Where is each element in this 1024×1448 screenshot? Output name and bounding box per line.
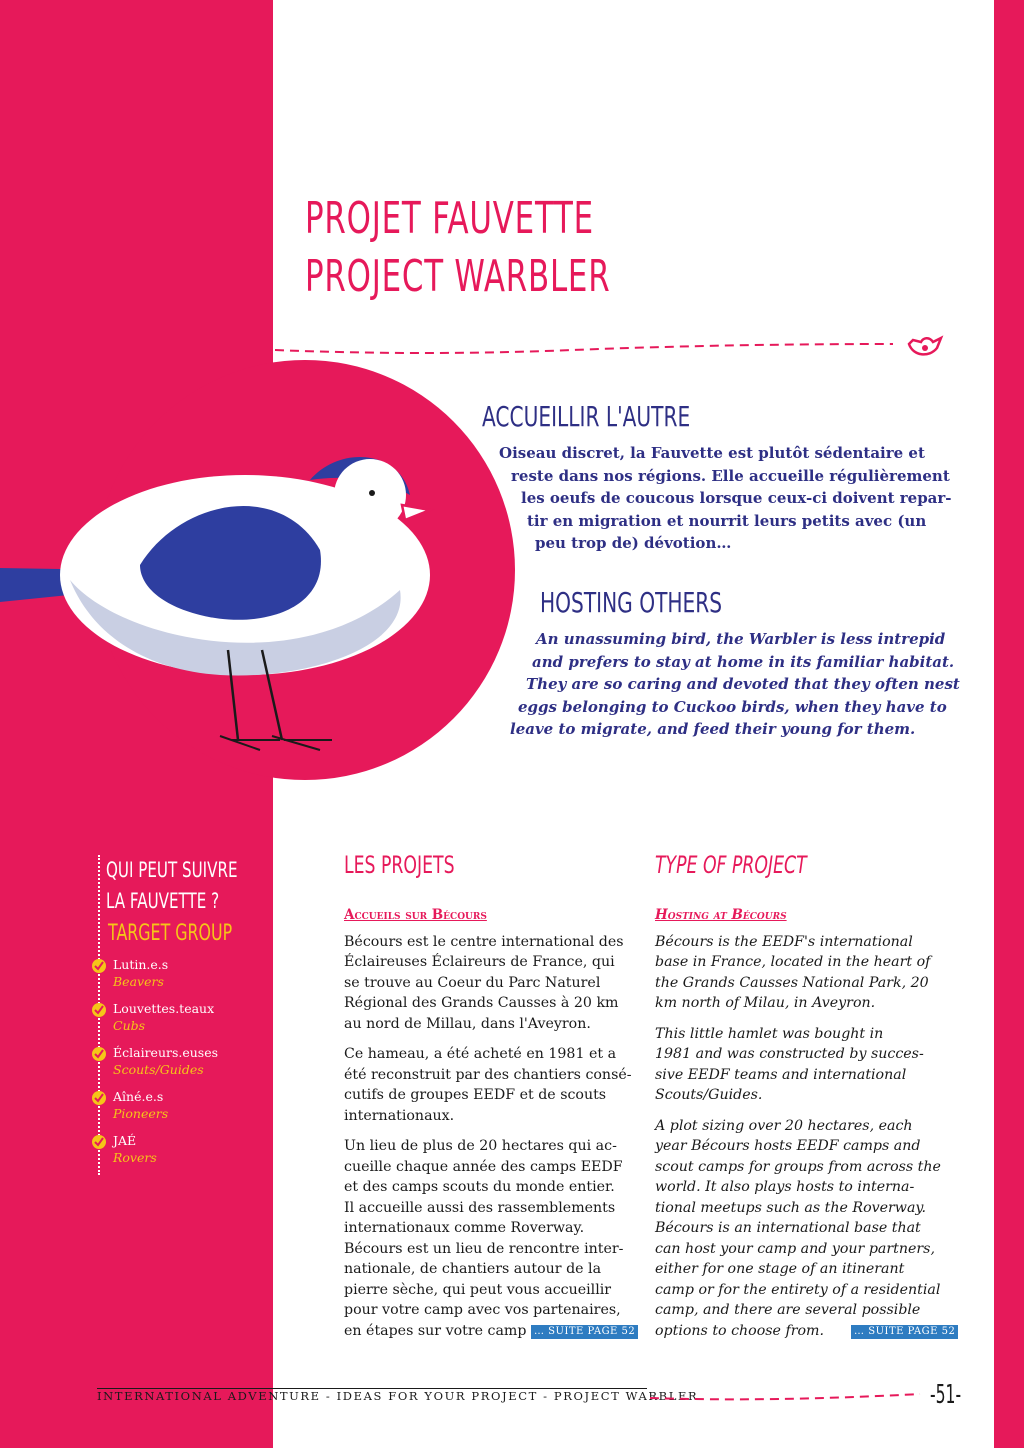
text-line: été reconstruit par des chantiers consé-: [344, 1066, 632, 1083]
intro-fr-line: peu trop de) dévotion…: [535, 534, 732, 552]
text-line: pour votre camp avec vos partenaires,: [344, 1302, 621, 1318]
bird-outline-icon: [909, 338, 941, 354]
paragraph: [655, 1116, 956, 1342]
paragraph: [655, 932, 940, 1014]
target-group-label: TARGET GROUP: [108, 921, 233, 946]
text-line: cutifs de groupes EEDF et de scouts: [344, 1087, 607, 1103]
text-line: camp, and there are several possible: [655, 1302, 921, 1318]
column-title-en: TYPE OF PROJECT: [655, 851, 807, 879]
title-line-fr: PROJET FAUVETTE: [305, 193, 594, 244]
group-name-en: Cubs: [113, 1018, 146, 1033]
text-line: Bécours est un lieu de rencontre inter-: [344, 1240, 624, 1257]
sidebar-question-line: LA FAUVETTE ?: [106, 889, 220, 913]
text-line: km north of Milau, in Aveyron.: [655, 995, 876, 1011]
intro-fr-line: reste dans nos régions. Elle accueille régulièrement: [511, 466, 950, 485]
text-line: either for one stage of an itinerant: [655, 1261, 905, 1277]
group-name-fr: Lutin.e.s: [113, 957, 169, 972]
text-line: au nord de Millau, dans l'Aveyron.: [344, 1015, 591, 1032]
check-icon: [91, 1134, 107, 1150]
list-item: [113, 1000, 267, 1034]
text-line: se trouve au Coeur du Parc Naturel: [344, 974, 601, 991]
intro-text-fr: [497, 442, 952, 555]
text-line: Bécours is an international base that: [655, 1220, 921, 1236]
text-line: nationale, de chantiers autour de la: [344, 1261, 602, 1277]
warbler-illustration: [0, 440, 470, 770]
group-name-en: Scouts/Guides: [113, 1062, 204, 1077]
target-group-sidebar: [92, 855, 267, 1166]
text-line: en étapes sur votre camp: [344, 1322, 527, 1339]
text-line: This little hamlet was bought in: [655, 1025, 884, 1042]
text-line: Bécours est le centre international des: [344, 933, 624, 950]
intro-en-line: eggs belonging to Cuckoo birds, when they have to: [518, 697, 947, 716]
text-line-last: [344, 1321, 636, 1342]
paragraph: [344, 1044, 632, 1126]
suite-page-link[interactable]: … SUITE PAGE 52: [531, 1325, 638, 1339]
page-number: -51-: [930, 1380, 962, 1410]
intro-text-en: [508, 628, 960, 741]
text-line: Scouts/Guides.: [655, 1087, 763, 1103]
text-line: can host your camp and your partners,: [655, 1240, 935, 1257]
intro-heading-fr: ACCUEILLIR L'AUTRE: [482, 400, 691, 433]
text-line: cueille chaque année des camps EEDF: [344, 1158, 623, 1175]
column-subtitle-fr: Accueils sur Bécours: [344, 907, 487, 923]
intro-fr-line: Oiseau discret, la Fauvette est plutôt sédentaire et: [499, 444, 925, 462]
text-line: year Bécours hosts EEDF camps and: [655, 1138, 921, 1154]
text-line: options to choose from.: [655, 1322, 824, 1339]
intro-fr-line: les oeufs de coucous lorsque ceux-ci doivent repar-: [521, 489, 952, 507]
page-number-value: 51: [935, 1380, 956, 1410]
sidebar-question: [106, 855, 238, 917]
page-title: [305, 190, 610, 306]
text-line: internationaux comme Roverway.: [344, 1220, 585, 1236]
footer-text: INTERNATIONAL ADVENTURE - IDEAS FOR YOUR PROJECT - PROJECT WARBLER: [97, 1389, 699, 1403]
text-line: the Grands Causses National Park, 20: [655, 974, 929, 991]
paragraph: [655, 1024, 940, 1106]
text-line: Il accueille aussi des rassemblements: [344, 1199, 616, 1216]
group-name-fr: Aîné.e.s: [113, 1089, 164, 1104]
intro-en-line: An unassuming bird, the Warbler is less intrepid: [536, 630, 946, 648]
list-item: [113, 1088, 267, 1122]
group-name-fr: Louvettes.teaux: [113, 1001, 215, 1016]
paragraph: [344, 1136, 636, 1341]
suite-page-link[interactable]: … SUITE PAGE 52: [851, 1325, 958, 1339]
check-icon: [91, 1046, 107, 1062]
english-column: [655, 851, 956, 1351]
text-line: 1981 and was constructed by succes-: [655, 1046, 924, 1062]
check-icon: [91, 958, 107, 974]
check-icon: [91, 1090, 107, 1106]
title-line-en: PROJECT WARBLER: [305, 251, 611, 302]
text-line: Bécours is the EEDF's international: [655, 933, 913, 950]
intro-en-line: and prefers to stay at home in its familiar habitat.: [532, 652, 955, 671]
text-line: et des camps scouts du monde entier.: [344, 1179, 615, 1195]
footer-dashed-line: [650, 1386, 940, 1406]
text-line: camp or for the entirety of a residential: [655, 1281, 941, 1298]
check-icon: [91, 1002, 107, 1018]
sidebar-question-line: QUI PEUT SUIVRE: [106, 858, 238, 882]
dashed-divider: [273, 330, 973, 370]
group-name-en: Rovers: [113, 1150, 157, 1165]
text-line-last: [655, 1321, 956, 1342]
text-line: scout camps for groups from across the: [655, 1158, 941, 1175]
list-item: [113, 956, 267, 990]
text-line: Un lieu de plus de 20 hectares qui ac-: [344, 1138, 617, 1154]
intro-heading-en: HOSTING OTHERS: [540, 586, 723, 619]
text-line: Régional des Grands Causses à 20 km: [344, 995, 619, 1011]
text-line: sive EEDF teams and international: [655, 1066, 907, 1083]
text-line: A plot sizing over 20 hectares, each: [655, 1117, 913, 1134]
group-name-fr: JAÉ: [113, 1133, 137, 1148]
group-name-en: Beavers: [113, 974, 164, 989]
list-item: [113, 1132, 267, 1166]
text-line: world. It also plays hosts to interna-: [655, 1179, 915, 1195]
right-pink-band: [994, 0, 1024, 1448]
text-line: base in France, located in the heart of: [655, 954, 931, 970]
text-line: Éclaireuses Éclaireurs de France, qui: [344, 954, 615, 970]
intro-en-line: They are so caring and devoted that they often nest: [526, 675, 960, 693]
text-line: tional meetups such as the Roverway.: [655, 1199, 927, 1216]
paragraph: [344, 932, 629, 1035]
text-line: pierre sèche, qui peut vous accueillir: [344, 1281, 612, 1298]
group-name-en: Pioneers: [113, 1106, 169, 1121]
column-title-fr: LES PROJETS: [344, 851, 455, 879]
list-item: [113, 1044, 267, 1078]
text-line: Ce hameau, a été acheté en 1981 et a: [344, 1046, 617, 1062]
group-name-fr: Éclaireurs.euses: [113, 1045, 219, 1060]
intro-fr-line: tir en migration et nourrit leurs petits avec (un: [527, 511, 927, 530]
text-line: internationaux.: [344, 1107, 455, 1124]
column-subtitle-en: Hosting at Bécours: [655, 907, 787, 923]
french-column: [344, 851, 636, 1351]
intro-en-line: leave to migrate, and feed their young for them.: [510, 720, 916, 738]
